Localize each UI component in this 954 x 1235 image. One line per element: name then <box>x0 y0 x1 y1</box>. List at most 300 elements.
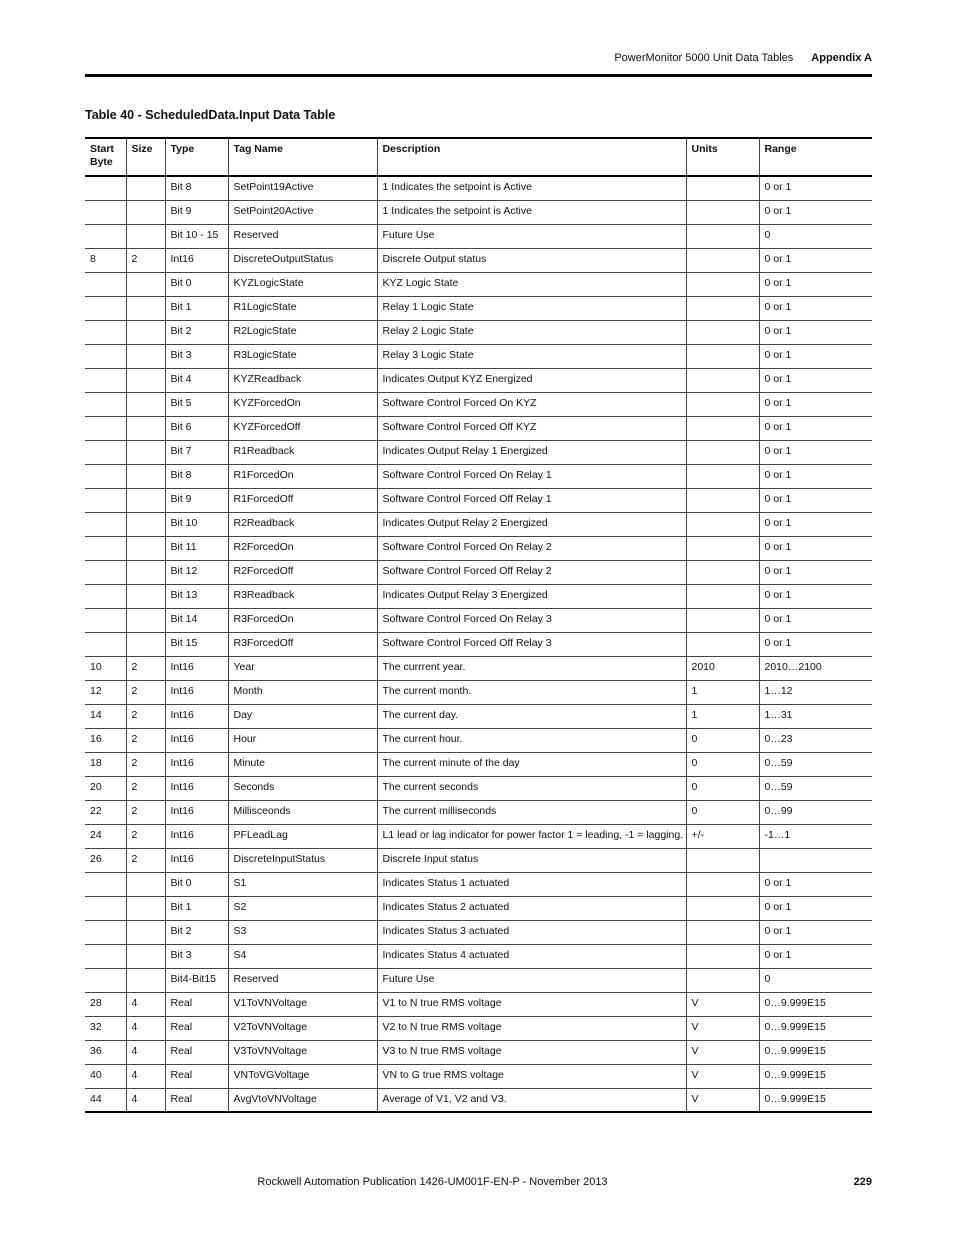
cell-start-byte <box>85 320 126 344</box>
cell-tag-name: Millisceonds <box>228 800 377 824</box>
cell-description: VN to G true RMS voltage <box>377 1064 686 1088</box>
cell-units: V <box>686 1088 759 1112</box>
cell-units: V <box>686 1040 759 1064</box>
cell-type: Bit4-Bit15 <box>165 968 228 992</box>
cell-description: The current day. <box>377 704 686 728</box>
cell-tag-name: DiscreteInputStatus <box>228 848 377 872</box>
cell-start-byte: 26 <box>85 848 126 872</box>
cell-type: Bit 8 <box>165 176 228 200</box>
cell-tag-name: Minute <box>228 752 377 776</box>
table-body <box>85 176 872 1112</box>
cell-type: Real <box>165 1088 228 1112</box>
col-header-start-byte: Start Byte <box>85 138 126 176</box>
cell-tag-name: VNToVGVoltage <box>228 1064 377 1088</box>
cell-range: 0 or 1 <box>759 536 872 560</box>
cell-description: V2 to N true RMS voltage <box>377 1016 686 1040</box>
cell-size: 2 <box>126 656 165 680</box>
cell-range: 0…59 <box>759 752 872 776</box>
cell-type: Int16 <box>165 848 228 872</box>
table-row <box>85 296 872 320</box>
cell-range: 0 or 1 <box>759 872 872 896</box>
cell-description: Software Control Forced Off Relay 1 <box>377 488 686 512</box>
cell-tag-name: Day <box>228 704 377 728</box>
cell-size: 2 <box>126 728 165 752</box>
header-doc-title: PowerMonitor 5000 Unit Data Tables <box>614 52 794 64</box>
cell-type: Real <box>165 1064 228 1088</box>
cell-tag-name: R1ForcedOn <box>228 464 377 488</box>
cell-size <box>126 464 165 488</box>
cell-size: 2 <box>126 704 165 728</box>
cell-start-byte: 10 <box>85 656 126 680</box>
cell-range <box>759 848 872 872</box>
cell-units <box>686 320 759 344</box>
cell-size <box>126 200 165 224</box>
cell-size: 2 <box>126 752 165 776</box>
cell-start-byte <box>85 512 126 536</box>
cell-description: The current seconds <box>377 776 686 800</box>
cell-units <box>686 536 759 560</box>
cell-start-byte: 20 <box>85 776 126 800</box>
table-row <box>85 920 872 944</box>
table-row <box>85 680 872 704</box>
cell-size: 2 <box>126 248 165 272</box>
cell-type: Int16 <box>165 752 228 776</box>
cell-units <box>686 512 759 536</box>
table-row <box>85 656 872 680</box>
cell-type: Real <box>165 1016 228 1040</box>
cell-range: 0…59 <box>759 776 872 800</box>
cell-range: 0 <box>759 968 872 992</box>
cell-tag-name: AvgVtoVNVoltage <box>228 1088 377 1112</box>
running-header <box>85 52 872 74</box>
table-row <box>85 824 872 848</box>
cell-tag-name: R3ForcedOn <box>228 608 377 632</box>
cell-tag-name: Reserved <box>228 224 377 248</box>
cell-tag-name: S4 <box>228 944 377 968</box>
cell-type: Int16 <box>165 656 228 680</box>
cell-units <box>686 464 759 488</box>
cell-start-byte <box>85 440 126 464</box>
cell-start-byte <box>85 200 126 224</box>
cell-description: Discrete Input status <box>377 848 686 872</box>
cell-type: Bit 9 <box>165 488 228 512</box>
cell-description: The current month. <box>377 680 686 704</box>
cell-size <box>126 440 165 464</box>
cell-units <box>686 440 759 464</box>
table-row <box>85 776 872 800</box>
cell-range: 0 or 1 <box>759 512 872 536</box>
cell-start-byte: 8 <box>85 248 126 272</box>
cell-type: Bit 8 <box>165 464 228 488</box>
cell-type: Bit 2 <box>165 920 228 944</box>
cell-size <box>126 608 165 632</box>
cell-size <box>126 872 165 896</box>
cell-range: 0 or 1 <box>759 896 872 920</box>
table-row <box>85 440 872 464</box>
cell-tag-name: R2Readback <box>228 512 377 536</box>
cell-type: Real <box>165 1040 228 1064</box>
cell-size <box>126 488 165 512</box>
cell-type: Bit 1 <box>165 296 228 320</box>
cell-description: Future Use <box>377 224 686 248</box>
cell-description: Software Control Forced On Relay 3 <box>377 608 686 632</box>
cell-range: 0 or 1 <box>759 344 872 368</box>
cell-tag-name: R1ForcedOff <box>228 488 377 512</box>
cell-start-byte: 32 <box>85 1016 126 1040</box>
cell-start-byte <box>85 416 126 440</box>
cell-description: The current minute of the day <box>377 752 686 776</box>
cell-tag-name: S3 <box>228 920 377 944</box>
cell-start-byte <box>85 344 126 368</box>
cell-start-byte <box>85 920 126 944</box>
cell-range: 0 or 1 <box>759 944 872 968</box>
header-appendix: Appendix A <box>811 52 872 64</box>
table-row <box>85 944 872 968</box>
cell-units: 2010 <box>686 656 759 680</box>
cell-description: Indicates Output Relay 1 Energized <box>377 440 686 464</box>
cell-size <box>126 296 165 320</box>
cell-units <box>686 200 759 224</box>
cell-units <box>686 392 759 416</box>
col-header-size: Size <box>126 138 165 176</box>
cell-tag-name: KYZForcedOff <box>228 416 377 440</box>
cell-tag-name: Month <box>228 680 377 704</box>
cell-type: Bit 5 <box>165 392 228 416</box>
cell-type: Bit 14 <box>165 608 228 632</box>
cell-start-byte <box>85 272 126 296</box>
table-row <box>85 704 872 728</box>
cell-range: 0…9.999E15 <box>759 1064 872 1088</box>
cell-size <box>126 272 165 296</box>
cell-units <box>686 560 759 584</box>
cell-type: Bit 1 <box>165 896 228 920</box>
cell-description: Software Control Forced On Relay 1 <box>377 464 686 488</box>
cell-start-byte <box>85 872 126 896</box>
cell-description: V3 to N true RMS voltage <box>377 1040 686 1064</box>
cell-range: 0 or 1 <box>759 560 872 584</box>
cell-tag-name: SetPoint19Active <box>228 176 377 200</box>
cell-description: Future Use <box>377 968 686 992</box>
cell-units <box>686 848 759 872</box>
cell-start-byte: 24 <box>85 824 126 848</box>
cell-start-byte <box>85 368 126 392</box>
cell-type: Bit 0 <box>165 272 228 296</box>
cell-start-byte <box>85 896 126 920</box>
cell-start-byte <box>85 608 126 632</box>
cell-range: 0 or 1 <box>759 488 872 512</box>
cell-units <box>686 872 759 896</box>
cell-size <box>126 944 165 968</box>
cell-tag-name: Reserved <box>228 968 377 992</box>
cell-description: Software Control Forced On Relay 2 <box>377 536 686 560</box>
cell-units <box>686 488 759 512</box>
cell-start-byte: 28 <box>85 992 126 1016</box>
cell-units <box>686 368 759 392</box>
cell-size: 4 <box>126 1040 165 1064</box>
cell-type: Bit 10 <box>165 512 228 536</box>
cell-units <box>686 608 759 632</box>
cell-size <box>126 368 165 392</box>
cell-units: 1 <box>686 680 759 704</box>
cell-start-byte <box>85 968 126 992</box>
cell-range: 0 or 1 <box>759 608 872 632</box>
cell-size <box>126 632 165 656</box>
cell-type: Bit 10 - 15 <box>165 224 228 248</box>
cell-start-byte: 44 <box>85 1088 126 1112</box>
table-row <box>85 248 872 272</box>
cell-range: 0 or 1 <box>759 392 872 416</box>
cell-units <box>686 944 759 968</box>
cell-units <box>686 896 759 920</box>
cell-size <box>126 896 165 920</box>
cell-units: 0 <box>686 752 759 776</box>
table-row <box>85 992 872 1016</box>
table-title: Table 40 - ScheduledData.Input Data Table <box>85 108 336 122</box>
cell-size <box>126 560 165 584</box>
col-header-description: Description <box>377 138 686 176</box>
cell-tag-name: R2ForcedOff <box>228 560 377 584</box>
table-row <box>85 224 872 248</box>
table-row <box>85 272 872 296</box>
table-header-row <box>85 138 872 176</box>
cell-tag-name: R3LogicState <box>228 344 377 368</box>
cell-range: 2010…2100 <box>759 656 872 680</box>
cell-start-byte <box>85 632 126 656</box>
cell-size <box>126 320 165 344</box>
cell-size <box>126 176 165 200</box>
table-row <box>85 512 872 536</box>
cell-size <box>126 536 165 560</box>
table-row <box>85 896 872 920</box>
cell-size <box>126 512 165 536</box>
cell-tag-name: R3Readback <box>228 584 377 608</box>
cell-units: +/- <box>686 824 759 848</box>
cell-tag-name: Year <box>228 656 377 680</box>
cell-type: Bit 0 <box>165 872 228 896</box>
cell-type: Bit 2 <box>165 320 228 344</box>
cell-range: 0 or 1 <box>759 296 872 320</box>
cell-type: Bit 3 <box>165 944 228 968</box>
table-row <box>85 368 872 392</box>
cell-range: -1…1 <box>759 824 872 848</box>
cell-description: Relay 3 Logic State <box>377 344 686 368</box>
cell-type: Bit 13 <box>165 584 228 608</box>
cell-range: 0 or 1 <box>759 272 872 296</box>
cell-type: Bit 7 <box>165 440 228 464</box>
cell-type: Bit 3 <box>165 344 228 368</box>
cell-range: 0…9.999E15 <box>759 1016 872 1040</box>
table-row <box>85 800 872 824</box>
cell-units <box>686 248 759 272</box>
cell-description: The current hour. <box>377 728 686 752</box>
cell-start-byte <box>85 584 126 608</box>
cell-range: 0 <box>759 224 872 248</box>
cell-range: 0…23 <box>759 728 872 752</box>
cell-type: Bit 11 <box>165 536 228 560</box>
cell-description: Software Control Forced On KYZ <box>377 392 686 416</box>
cell-size: 2 <box>126 776 165 800</box>
cell-description: L1 lead or lag indicator for power factor 1 = leading, -1 = lagging. <box>377 824 686 848</box>
table-row <box>85 536 872 560</box>
cell-size: 4 <box>126 992 165 1016</box>
cell-type: Int16 <box>165 824 228 848</box>
table-row <box>85 632 872 656</box>
cell-size: 4 <box>126 1088 165 1112</box>
cell-start-byte <box>85 488 126 512</box>
cell-start-byte: 14 <box>85 704 126 728</box>
table-row <box>85 176 872 200</box>
col-header-units: Units <box>686 138 759 176</box>
cell-type: Bit 12 <box>165 560 228 584</box>
cell-range: 0 or 1 <box>759 176 872 200</box>
data-table <box>85 137 872 1113</box>
cell-description: Software Control Forced Off KYZ <box>377 416 686 440</box>
cell-units: 0 <box>686 776 759 800</box>
cell-units: 0 <box>686 800 759 824</box>
cell-description: Software Control Forced Off Relay 2 <box>377 560 686 584</box>
cell-range: 0…9.999E15 <box>759 992 872 1016</box>
cell-range: 0 or 1 <box>759 368 872 392</box>
cell-tag-name: SetPoint20Active <box>228 200 377 224</box>
cell-tag-name: KYZLogicState <box>228 272 377 296</box>
cell-range: 0…9.999E15 <box>759 1040 872 1064</box>
cell-range: 0…9.999E15 <box>759 1088 872 1112</box>
cell-range: 0 or 1 <box>759 416 872 440</box>
cell-description: Average of V1, V2 and V3. <box>377 1088 686 1112</box>
table-row <box>85 392 872 416</box>
cell-units <box>686 416 759 440</box>
cell-tag-name: PFLeadLag <box>228 824 377 848</box>
footer-publication: Rockwell Automation Publication 1426-UM001F-EN-P - November 2013 <box>257 1176 608 1188</box>
cell-start-byte <box>85 392 126 416</box>
cell-tag-name: Seconds <box>228 776 377 800</box>
cell-type: Bit 4 <box>165 368 228 392</box>
cell-type: Int16 <box>165 728 228 752</box>
table-row <box>85 1088 872 1112</box>
cell-units <box>686 224 759 248</box>
cell-size <box>126 584 165 608</box>
cell-description: Relay 2 Logic State <box>377 320 686 344</box>
cell-range: 0 or 1 <box>759 464 872 488</box>
cell-range: 0 or 1 <box>759 584 872 608</box>
table-row <box>85 200 872 224</box>
cell-description: Discrete Output status <box>377 248 686 272</box>
header-rule <box>85 74 872 77</box>
table-row <box>85 728 872 752</box>
cell-tag-name: R2ForcedOn <box>228 536 377 560</box>
cell-units: V <box>686 1016 759 1040</box>
cell-tag-name: V3ToVNVoltage <box>228 1040 377 1064</box>
cell-description: KYZ Logic State <box>377 272 686 296</box>
cell-tag-name: V1ToVNVoltage <box>228 992 377 1016</box>
cell-start-byte: 12 <box>85 680 126 704</box>
cell-description: The current milliseconds <box>377 800 686 824</box>
cell-type: Bit 15 <box>165 632 228 656</box>
cell-description: Indicates Status 1 actuated <box>377 872 686 896</box>
cell-description: Indicates Status 3 actuated <box>377 920 686 944</box>
cell-range: 0 or 1 <box>759 248 872 272</box>
cell-start-byte: 18 <box>85 752 126 776</box>
cell-type: Real <box>165 992 228 1016</box>
cell-description: Indicates Status 4 actuated <box>377 944 686 968</box>
cell-size <box>126 416 165 440</box>
table-row <box>85 752 872 776</box>
cell-start-byte <box>85 536 126 560</box>
cell-units: V <box>686 992 759 1016</box>
table-row <box>85 608 872 632</box>
cell-size: 4 <box>126 1064 165 1088</box>
cell-type: Int16 <box>165 704 228 728</box>
table-row <box>85 320 872 344</box>
cell-tag-name: R2LogicState <box>228 320 377 344</box>
cell-type: Bit 9 <box>165 200 228 224</box>
cell-description: Indicates Status 2 actuated <box>377 896 686 920</box>
cell-tag-name: R3ForcedOff <box>228 632 377 656</box>
table-row <box>85 1016 872 1040</box>
table-row <box>85 872 872 896</box>
cell-tag-name: R1LogicState <box>228 296 377 320</box>
cell-tag-name: DiscreteOutputStatus <box>228 248 377 272</box>
cell-start-byte <box>85 224 126 248</box>
cell-tag-name: KYZReadback <box>228 368 377 392</box>
table-row <box>85 584 872 608</box>
cell-start-byte <box>85 560 126 584</box>
page-number: 229 <box>853 1176 872 1188</box>
cell-range: 0 or 1 <box>759 200 872 224</box>
cell-units <box>686 632 759 656</box>
cell-description: Indicates Output KYZ Energized <box>377 368 686 392</box>
cell-start-byte: 40 <box>85 1064 126 1088</box>
table-row <box>85 488 872 512</box>
table-row <box>85 344 872 368</box>
cell-size <box>126 344 165 368</box>
cell-range: 1…12 <box>759 680 872 704</box>
cell-units: 0 <box>686 728 759 752</box>
cell-units: V <box>686 1064 759 1088</box>
cell-size <box>126 968 165 992</box>
cell-description: Indicates Output Relay 2 Energized <box>377 512 686 536</box>
cell-range: 0 or 1 <box>759 320 872 344</box>
cell-description: 1 Indicates the setpoint is Active <box>377 176 686 200</box>
cell-size <box>126 920 165 944</box>
cell-units: 1 <box>686 704 759 728</box>
cell-type: Int16 <box>165 776 228 800</box>
table-row <box>85 416 872 440</box>
cell-start-byte <box>85 944 126 968</box>
table-row <box>85 560 872 584</box>
cell-tag-name: S2 <box>228 896 377 920</box>
cell-tag-name: S1 <box>228 872 377 896</box>
table-row <box>85 1064 872 1088</box>
cell-size: 2 <box>126 680 165 704</box>
cell-size: 2 <box>126 800 165 824</box>
cell-tag-name: V2ToVNVoltage <box>228 1016 377 1040</box>
table-row <box>85 1040 872 1064</box>
cell-description: V1 to N true RMS voltage <box>377 992 686 1016</box>
cell-range: 1…31 <box>759 704 872 728</box>
cell-range: 0 or 1 <box>759 440 872 464</box>
cell-tag-name: R1Readback <box>228 440 377 464</box>
cell-tag-name: KYZForcedOn <box>228 392 377 416</box>
table-row <box>85 848 872 872</box>
cell-range: 0…99 <box>759 800 872 824</box>
cell-start-byte: 16 <box>85 728 126 752</box>
table-row <box>85 968 872 992</box>
cell-tag-name: Hour <box>228 728 377 752</box>
cell-start-byte <box>85 176 126 200</box>
cell-type: Bit 6 <box>165 416 228 440</box>
cell-units <box>686 968 759 992</box>
